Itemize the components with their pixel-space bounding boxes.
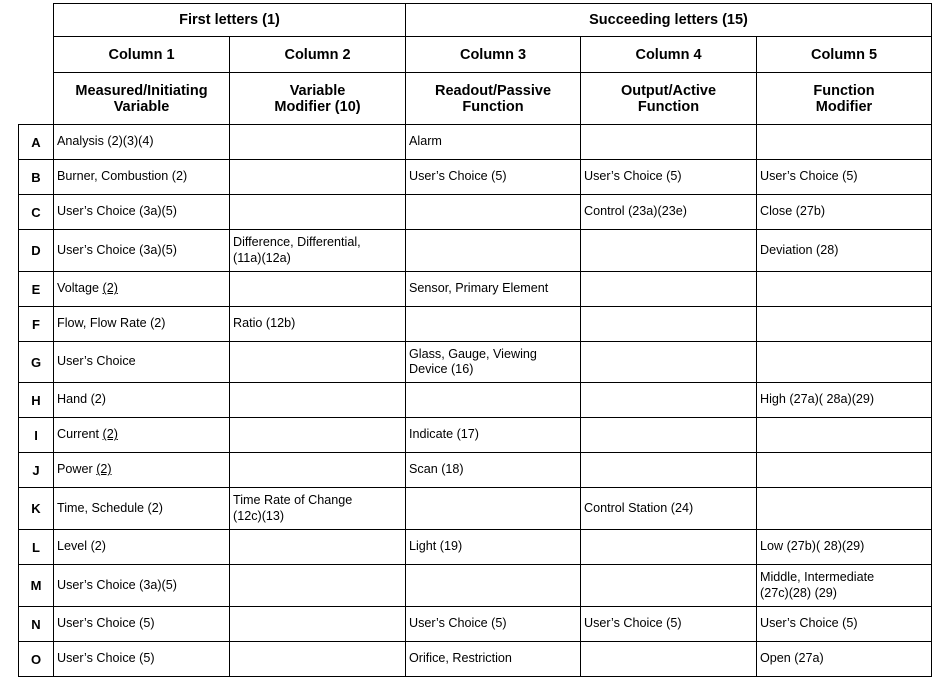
table-cell-col1: User’s Choice (3a)(5) xyxy=(54,195,230,230)
table-cell-col4 xyxy=(581,453,757,488)
table-cell-col4 xyxy=(581,342,757,383)
table-cell-col3 xyxy=(406,307,581,342)
table-cell-col3: User’s Choice (5) xyxy=(406,160,581,195)
table-cell-col1: Voltage (2) xyxy=(54,272,230,307)
table-row xyxy=(19,607,932,642)
row-letter: A xyxy=(19,125,54,160)
table-cell-col2: Difference, Differential, (11a)(12a) xyxy=(230,230,406,272)
table-cell-col5: Close (27b) xyxy=(757,195,932,230)
table-cell-col1: Analysis (2)(3)(4) xyxy=(54,125,230,160)
table-row xyxy=(19,307,932,342)
table-cell-col2 xyxy=(230,125,406,160)
table-row xyxy=(19,125,932,160)
table-row xyxy=(19,418,932,453)
table-cell-col4: Control (23a)(23e) xyxy=(581,195,757,230)
row-letter: G xyxy=(19,342,54,383)
group-header-first-letters: First letters (1) xyxy=(54,4,406,37)
table-cell-col5 xyxy=(757,307,932,342)
table-cell-col1: Level (2) xyxy=(54,530,230,565)
table-cell-col2 xyxy=(230,453,406,488)
table-cell-col3: Scan (18) xyxy=(406,453,581,488)
table-cell-col4 xyxy=(581,530,757,565)
table-cell-col1: Burner, Combustion (2) xyxy=(54,160,230,195)
table-cell-col3 xyxy=(406,230,581,272)
table-row xyxy=(19,230,932,272)
table-cell-col2 xyxy=(230,607,406,642)
subheader-measured-initiating-variable: Measured/Initiating Variable xyxy=(54,73,230,125)
column-header-2: Column 2 xyxy=(230,37,406,73)
row-letter: K xyxy=(19,488,54,530)
table-cell-col3: Sensor, Primary Element xyxy=(406,272,581,307)
table-cell-col1: Time, Schedule (2) xyxy=(54,488,230,530)
column-header-3: Column 3 xyxy=(406,37,581,73)
table-cell-col3 xyxy=(406,195,581,230)
table-cell-col4: Control Station (24) xyxy=(581,488,757,530)
table-cell-col2: Ratio (12b) xyxy=(230,307,406,342)
row-letter: F xyxy=(19,307,54,342)
table-cell-col5 xyxy=(757,125,932,160)
corner-blank xyxy=(19,4,54,37)
table-cell-col2 xyxy=(230,565,406,607)
table-cell-col5 xyxy=(757,418,932,453)
table-cell-col2 xyxy=(230,160,406,195)
table-row xyxy=(19,383,932,418)
column-header-1: Column 1 xyxy=(54,37,230,73)
table-row xyxy=(19,272,932,307)
table-cell-col5: Low (27b)( 28)(29) xyxy=(757,530,932,565)
table-row xyxy=(19,488,932,530)
subheader-variable-modifier: Variable Modifier (10) xyxy=(230,73,406,125)
table-cell-col2 xyxy=(230,383,406,418)
table-cell-col5: High (27a)( 28a)(29) xyxy=(757,383,932,418)
identification-letters-table xyxy=(18,3,932,677)
row-letter: H xyxy=(19,383,54,418)
row-letter: L xyxy=(19,530,54,565)
table-cell-col1: Flow, Flow Rate (2) xyxy=(54,307,230,342)
table-cell-col1: Power (2) xyxy=(54,453,230,488)
table-cell-col4 xyxy=(581,418,757,453)
table-cell-col1: User’s Choice (3a)(5) xyxy=(54,565,230,607)
row-letter: N xyxy=(19,607,54,642)
group-header-succeeding-letters: Succeeding letters (15) xyxy=(406,4,932,37)
table-cell-col3: Orifice, Restriction xyxy=(406,642,581,677)
table-cell-col1: User’s Choice (3a)(5) xyxy=(54,230,230,272)
subheader-output-active-function: Output/Active Function xyxy=(581,73,757,125)
table-cell-col3 xyxy=(406,383,581,418)
table-cell-col4 xyxy=(581,230,757,272)
row-letter: C xyxy=(19,195,54,230)
table-cell-col2 xyxy=(230,530,406,565)
table-cell-col4 xyxy=(581,565,757,607)
table-row xyxy=(19,160,932,195)
table-cell-col4 xyxy=(581,307,757,342)
table-cell-col5 xyxy=(757,342,932,383)
table-cell-col1: Current (2) xyxy=(54,418,230,453)
table-cell-col2 xyxy=(230,642,406,677)
row-letter: O xyxy=(19,642,54,677)
table-cell-col5: Middle, Intermediate (27c)(28) (29) xyxy=(757,565,932,607)
table-cell-col3 xyxy=(406,488,581,530)
row-letter: I xyxy=(19,418,54,453)
table-cell-col4 xyxy=(581,272,757,307)
table-cell-col3: Glass, Gauge, Viewing Device (16) xyxy=(406,342,581,383)
table-cell-col2 xyxy=(230,195,406,230)
table-row xyxy=(19,342,932,383)
table-row xyxy=(19,642,932,677)
table-row xyxy=(19,530,932,565)
table-cell-col3: Light (19) xyxy=(406,530,581,565)
table-cell-col1: User’s Choice (5) xyxy=(54,642,230,677)
table-cell-col5 xyxy=(757,272,932,307)
table-cell-col3: User’s Choice (5) xyxy=(406,607,581,642)
table-cell-col2 xyxy=(230,272,406,307)
table-cell-col2: Time Rate of Change (12c)(13) xyxy=(230,488,406,530)
table-cell-col1: Hand (2) xyxy=(54,383,230,418)
table-row xyxy=(19,565,932,607)
table-cell-col5: User’s Choice (5) xyxy=(757,160,932,195)
row-letter: J xyxy=(19,453,54,488)
table-cell-col4 xyxy=(581,642,757,677)
table-cell-col5: User’s Choice (5) xyxy=(757,607,932,642)
table-cell-col5: Deviation (28) xyxy=(757,230,932,272)
subheader-readout-passive-function: Readout/Passive Function xyxy=(406,73,581,125)
table-cell-col3: Alarm xyxy=(406,125,581,160)
table-cell-col2 xyxy=(230,342,406,383)
table-cell-col4 xyxy=(581,125,757,160)
table-cell-col4 xyxy=(581,383,757,418)
table-cell-col4: User’s Choice (5) xyxy=(581,607,757,642)
table-cell-col3: Indicate (17) xyxy=(406,418,581,453)
table-row xyxy=(19,453,932,488)
row-letter: E xyxy=(19,272,54,307)
table-cell-col5: Open (27a) xyxy=(757,642,932,677)
row-letter: B xyxy=(19,160,54,195)
column-header-4: Column 4 xyxy=(581,37,757,73)
table-cell-col5 xyxy=(757,488,932,530)
table-cell-col1: User’s Choice (5) xyxy=(54,607,230,642)
column-header-5: Column 5 xyxy=(757,37,932,73)
subheader-function-modifier: Function Modifier xyxy=(757,73,932,125)
row-letter: M xyxy=(19,565,54,607)
row-letter: D xyxy=(19,230,54,272)
table-cell-col5 xyxy=(757,453,932,488)
table-cell-col2 xyxy=(230,418,406,453)
table-cell-col1: User’s Choice xyxy=(54,342,230,383)
table-cell-col3 xyxy=(406,565,581,607)
table-cell-col4: User’s Choice (5) xyxy=(581,160,757,195)
table-row xyxy=(19,195,932,230)
